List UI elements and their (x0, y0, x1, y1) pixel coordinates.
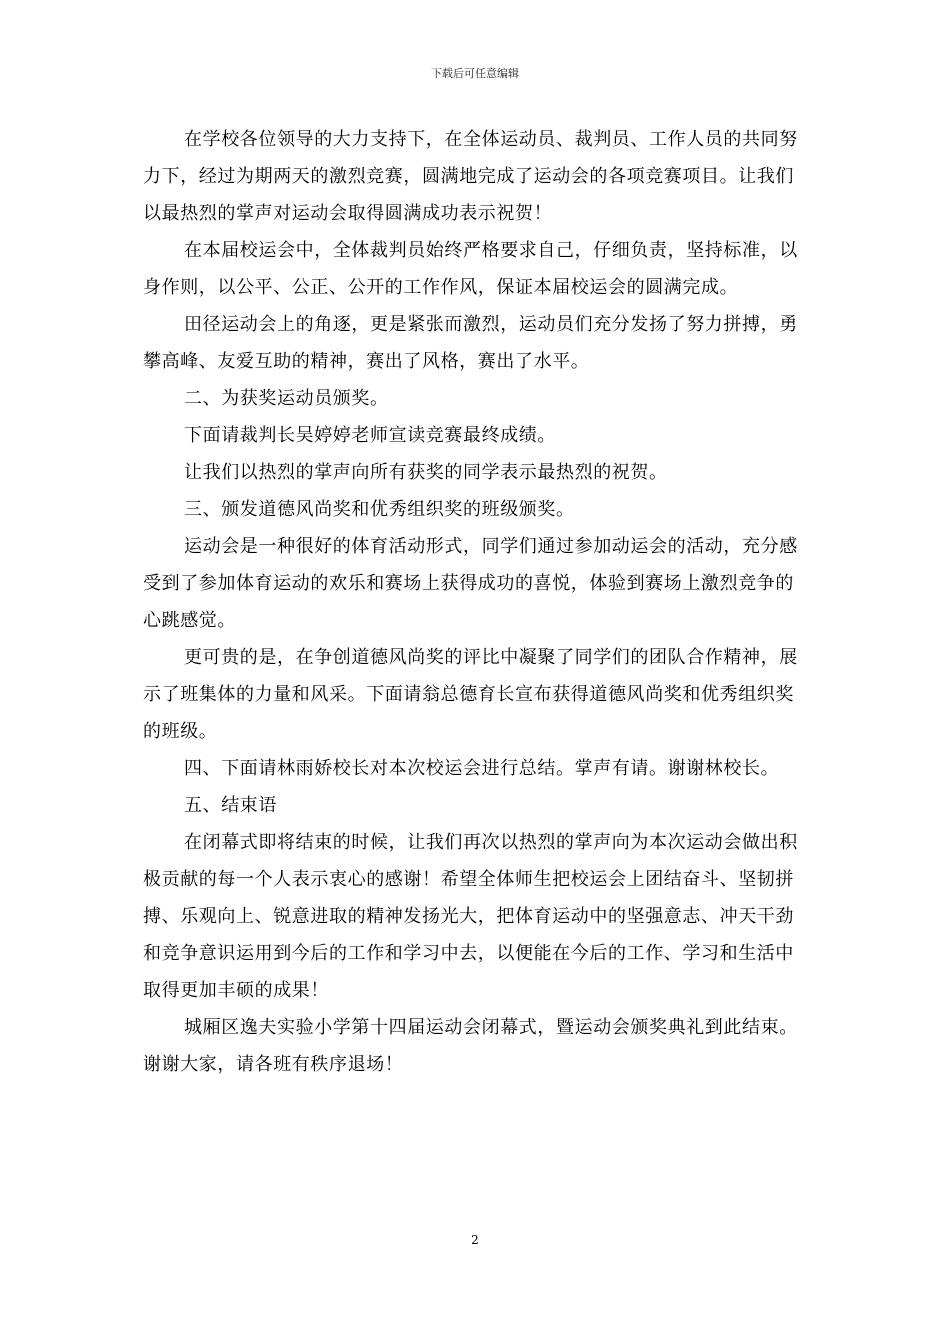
section-heading: 五、结束语 (184, 795, 277, 816)
document-body (143, 121, 808, 1083)
paragraph: 在学校各位领导的大力支持下，在全体运动员、裁判员、工作人员的共同努力下，经过为期两天的激烈竞赛，圆满地完成了运动会的各项竞赛项目。让我们以最热烈的掌声对运动会取得圆满成功表示祝贺！ (143, 129, 798, 224)
paragraph: 让我们以热烈的掌声向所有获奖的同学表示最热烈的祝贺。 (184, 462, 668, 483)
paragraph: 在闭幕式即将结束的时候，让我们再次以热烈的掌声向为本次运动会做出积极贡献的每一个人表示衷心的感谢！希望全体师生把校运会上团结奋斗、坚韧拼搏、乐观向上、锐意进取的精神发扬光大，把体育运动中的坚强意志、冲天干劲和竞争意识运用到今后的工作和学习中去，以便能在今后的工作、学习和生活中取得更加丰硕的成果！ (143, 832, 798, 1001)
section-heading: 三、颁发道德风尚奖和优秀组织奖的班级颁奖。 (184, 499, 575, 520)
page-number: 2 (471, 1233, 479, 1247)
paragraph: 田径运动会上的角逐，更是紧张而激烈，运动员们充分发扬了努力拼搏，勇攀高峰、友爱互助的精神，赛出了风格，赛出了水平。 (143, 314, 798, 372)
paragraph: 城厢区逸夫实验小学第十四届运动会闭幕式，暨运动会颁奖典礼到此结束。谢谢大家，请各班有秩序退场！ (143, 1017, 798, 1075)
section-heading: 四、下面请林雨娇校长对本次校运会进行总结。掌声有请。谢谢林校长。 (184, 758, 780, 779)
page-header: 下载后可任意编辑 (431, 67, 519, 80)
paragraph: 下面请裁判长吴婷婷老师宣读竞赛最终成绩。 (184, 425, 556, 446)
paragraph: 在本届校运会中，全体裁判员始终严格要求自己，仔细负责，坚持标准，以身作则，以公平、公正、公开的工作作风，保证本届校运会的圆满完成。 (143, 240, 798, 298)
paragraph: 更可贵的是，在争创道德风尚奖的评比中凝聚了同学们的团队合作精神，展示了班集体的力量和风采。下面请翁总德育长宣布获得道德风尚奖和优秀组织奖的班级。 (143, 647, 798, 742)
section-heading: 二、为获奖运动员颁奖。 (184, 388, 389, 409)
paragraph: 运动会是一种很好的体育活动形式，同学们通过参加动运会的活动，充分感受到了参加体育运动的欢乐和赛场上获得成功的喜悦，体验到赛场上激烈竞争的心跳感觉。 (143, 536, 798, 631)
